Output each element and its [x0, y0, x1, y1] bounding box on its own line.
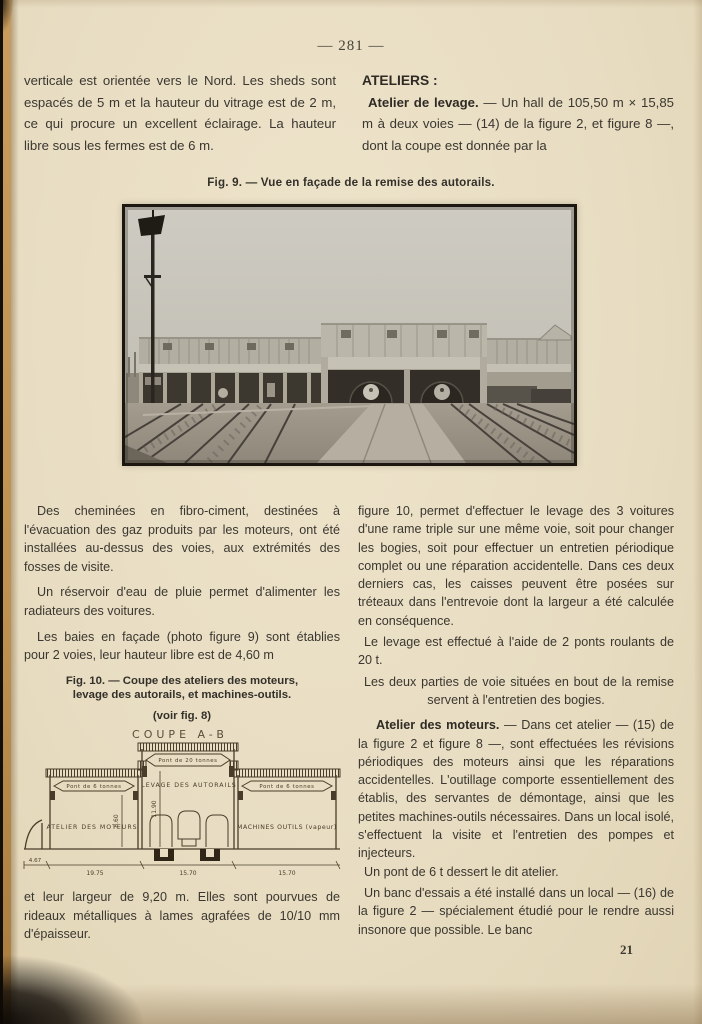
paragraph [362, 92, 674, 157]
column-top-right [362, 70, 674, 156]
paragraph: figure 10, permet d'effectuer le levage des 3 voitures d'une rame triple sur une même voie, soit pour changer les bogies, soit pour effectuer un entretien périodique complet ou une réparation accidentelle. Dans ces deux derniers cas, les caisses peuvent être posées sur tréteaux dans l'entrevoie dont la largeur a été calculée en conséquence. [358, 504, 674, 628]
paragraph: Un réservoir d'eau de pluie permet d'alimenter les radiateurs des voitures. [24, 585, 340, 618]
figure9-caption: Fig. 9. — Vue en façade de la remise des autorails. [207, 176, 495, 189]
paragraph: verticale est orientée vers le Nord. Les sheds sont espacés de 5 m et la hauteur du vitrage est de 2 m, ce qui procure un excellent éclairage. La hauteur libre sous les fermes est de 6 m. [24, 73, 336, 153]
right-crane-label: Pont de 6 tonnes [259, 784, 315, 791]
figure9-photo [122, 204, 577, 466]
paragraph-lead: Atelier de levage. [368, 94, 479, 110]
mid-height-dim: 11.90 [151, 800, 158, 818]
paragraph-rest: — Dans cet atelier — (15) de la figure 2 et figure 8 —, sont effectuées les révisions périodiques des moteurs ainsi que les réparations accidentelles. L'outillage comporte essentiellement des établis, des servantes de démontage, ainsi que les petites machines-outils nécessaires. Dans un local isolé, s'effectuent la visite et l'entretien des pompes et injecteurs. [358, 718, 674, 861]
paragraph: Les baies en façade (photo figure 9) sont établies pour 2 voies, leur hauteur libre est de 4,60 m [24, 629, 340, 663]
right-bay-label: MACHINES OUTILS (vapeur) [237, 824, 337, 832]
book-page-edge [3, 0, 11, 1024]
paragraph: Les deux parties de voie situées en bout de la remise servent à l'entretien des bogies. [364, 674, 674, 707]
right-edge-shade [693, 0, 702, 1024]
left-crane-label: Pont de 6 tonnes [66, 784, 122, 791]
footer-page-number: 21 [620, 942, 633, 957]
binding-shadow [11, 0, 19, 1024]
figure10-caption-line1: Fig. 10. — Coupe des ateliers des moteurs, [65, 674, 299, 687]
paragraph: Des cheminées en fibro-ciment, destinées à l'évacuation des gaz produits par les moteurs, ont été installées au-dessus des voies, aux extrémités des fosses de visite. [24, 504, 340, 574]
figure10-caption-line2: levage des autorails, et machines-outils. [72, 688, 292, 701]
dim-left-bay: 19.75 [86, 870, 104, 878]
paragraph: et leur largeur de 9,20 m. Elles sont pourvues de rideaux métalliques à lames agrafées de 10/10 mm d'épaisseur. [24, 889, 340, 942]
header-page-number: — 281 — [317, 38, 385, 54]
paragraph: Un pont de 6 t dessert le dit atelier. [364, 864, 559, 879]
dim-mid-bay: 15.70 [179, 870, 197, 878]
diagram-title: COUPE A-B [132, 728, 228, 742]
figure10-caption-note: (voir fig. 8) [152, 709, 212, 722]
remise-facade-photo-illustration [125, 207, 574, 463]
left-height-dim: 8.60 [113, 814, 120, 829]
section-heading-ateliers: ATELIERS : [362, 73, 438, 88]
figure10-diagram [22, 727, 340, 885]
figure10-caption [24, 674, 340, 702]
paragraph: Le levage est effectué à l'aide de 2 ponts roulants de 20 t. [358, 635, 674, 668]
paragraph: Un banc d'essais a été installé dans un local — (16) de la figure 2 — spécialement étudié pour le rendre aussi insonore que possible. Le banc [358, 885, 674, 937]
top-edge-shade [0, 0, 702, 8]
dim-right-bay: 15.70 [278, 870, 296, 878]
top-left-dark-corner [0, 0, 14, 34]
column-top-left [24, 70, 336, 156]
dim-annex: 4.67 [28, 858, 42, 865]
paragraph-rest: — Un hall de 105,50 m × 15,85 m à deux voies — (14) de la figure 2, et figure 8 —, dont la coupe est donnée par la [362, 94, 674, 153]
mid-bay-label: LEVAGE DES AUTORAILS [141, 782, 237, 790]
paragraph-lead: Atelier des moteurs. [376, 718, 500, 733]
coupe-a-b-diagram [22, 727, 342, 879]
column-bottom-right [358, 502, 674, 939]
paragraph [358, 716, 674, 862]
left-bay-label: ATELIER DES MOTEURS [46, 824, 138, 832]
scan-black-edge [0, 0, 3, 1024]
column-bottom-left [24, 502, 340, 944]
mid-crane-label: Pont de 20 tonnes [158, 758, 218, 765]
bottom-left-dark-corner [0, 952, 150, 1024]
